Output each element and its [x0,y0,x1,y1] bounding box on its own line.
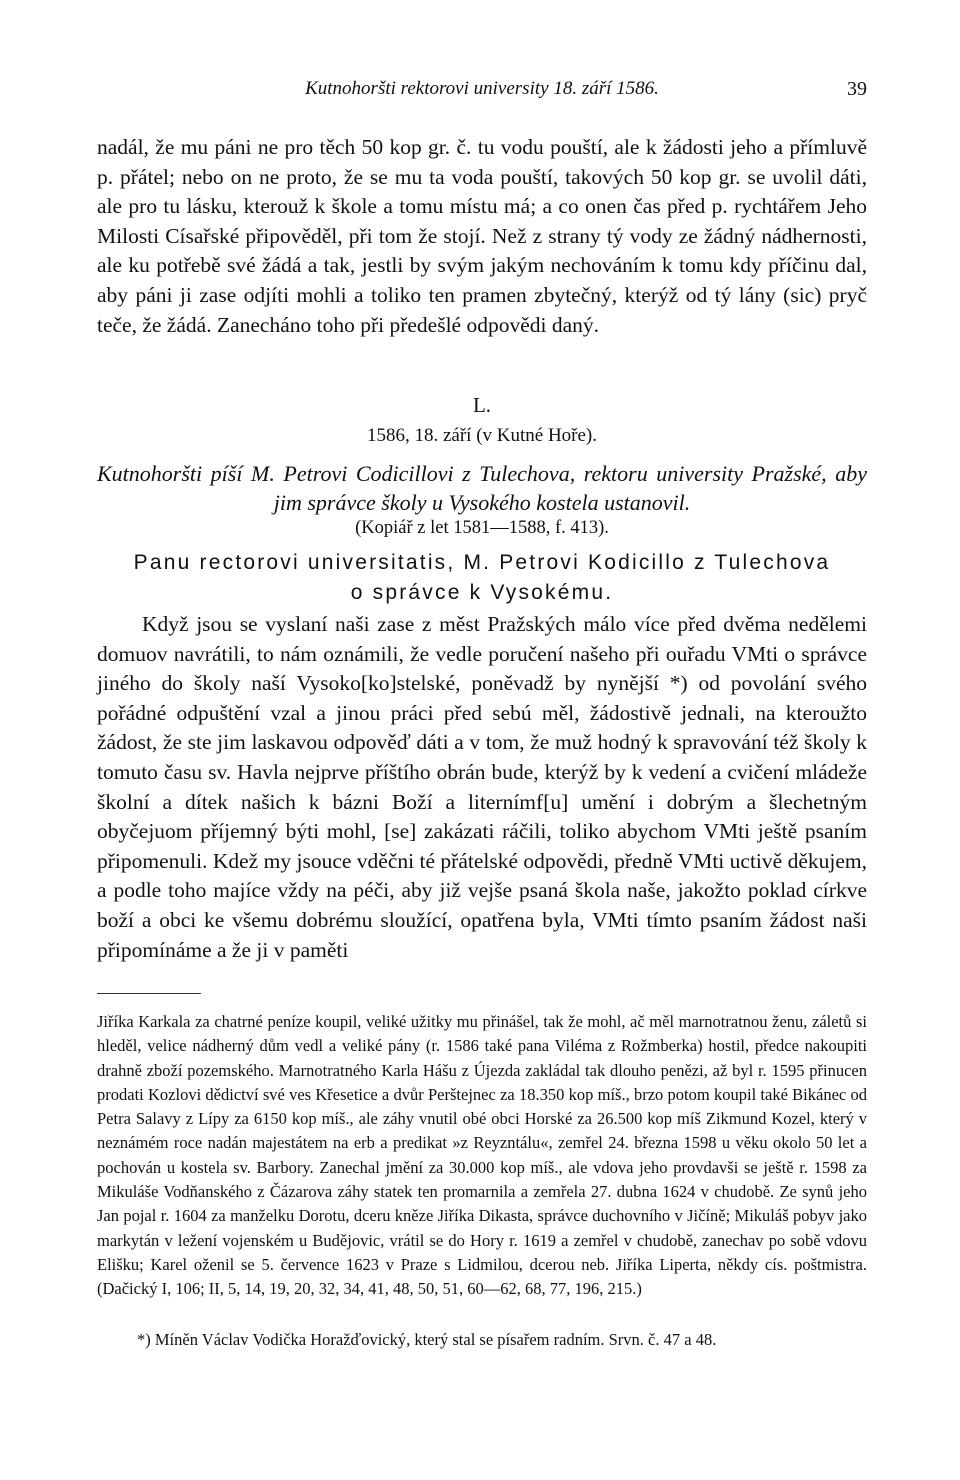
paragraph-text: nadál, že mu páni ne pro těch 50 kop gr. č. tu vodu pouští, ale k žádosti jeho a přímluvě p. přátel; nebo on ne proto, že se mu ta voda pouští, takových 50 kop gr. se uvolil dáti, ale pro tu lásku, kterouž k škole a tomu místu má; a co onen čas před p. rychtářem Jeho Milosti Císařské připověděl, při tom že stojí. Než z strany tý vody ze žádný nádhernosti, ale ku potřebě své žádá a tak, jestli by svým jakým nechováním k tomu kdy příčinu dal, aby páni ji zase odjíti mohli a toliko ten pramen zbytečný, kterýž od tý lány (sic) pryč teče, že žádá. Zanecháno toho při předešlé odpovědi daný. [97,135,867,337]
running-title: Kutnohoršti rektorovi university 18. září 1586. [305,78,659,99]
running-head [97,78,867,108]
continued-paragraph [97,133,867,340]
footnote-text: Jiříka Karkala za chatrné peníze koupil, veliké užitky mu přinášel, tak že mohl, ač měl marnotratnou ženu, záletů si hleděl, velice nádherný dům vedl a veliké pány (r. 1586 také pana Viléma z Rožmberka) hostil, předce nakoupiti drahně zboží pozemského. Marnotratného Karla Hášu z Újezda zakládal tak dlouho penězi, až byl r. 1595 přinucen prodati Kozlovi dědictví své ves Křesetice a dvůr Perštejnec za 18.350 kop míš., brzo potom koupil také Bikánec od Petra Salavy z Lípy za 6150 kop míš., ale záhy vnutil obé obci Horské za 26.500 kop míš Zikmund Kozel, který v neznámém roce nadán majestátem na erb a predikat »z Reyzntálu«, zemřel 24. března 1598 u věku okolo 50 let a pochován u kostela sv. Barbory. Zanechal jmění za 30.000 kop míš., ale vdova jeho provdavši se ještě r. 1598 za Mikuláše Vodňanského z Čázarova záhy statek ten promarnila a zemřela 27. dubna 1624 v chudobě. Ze synů jeho Jan pojal r. 1604 za manželku Dorotu, dceru kněze Jiříka Dikasta, správce duchovního v Jičíně; Mikuláš pobyv jako markytán v ležení vojenském u Budějovic, vrátil se do Hory r. 1619 a zemřel v chudobě, zanechav po sobě vdovu Elišku; Karel oženil se 5. července 1623 v Praze s Lidmilou, dcerou neb. Jiříka Liperta, někdy cís. poštmistra. (Dačický I, 106; II, 5, 14, 19, 20, 32, 34, 41, 48, 50, 51, 60—62, 68, 77, 196, 215.) [97,1012,867,1299]
footnote-star: *) Míněn Václav Vodička Horažďovický, který stal se písařem radním. Srvn. č. 47 a 48. [137,1330,717,1349]
document-number: L. [472,393,492,417]
paragraph-text: Když jsou se vyslaní naši zase z měst Pražských málo více před dvěma nedělemi domuov navrátili, to nám oznámili, že vedle poručení našeho při ouřadu VMti o správce jiného do školy naší Vysoko[ko]stelské, poněvadž by nynější *) od povolání svého pořádné odpuštění vzal a jinou práci před sebú měl, žádostivě jednali, na kteroužto žádost, že ste jim laskavou odpověď dáti a v tom, že muž hodný k spravování též školy k tomuto času sv. Havla nejprve příštího obrán bude, kterýž by k vedení a cvičení mládeže školní a dítek našich k bázni Boží a liternímf[u] umění i dobrým a šlechetným obyčejuom příjemný býti mohl, [se] zakázati ráčili, toliko abychom VMti ještě psaním připomenuli. Kdež my jsouce vděčni té přátelské odpovědi, předně VMti uctivě děkujem, a podle toho majíce vždy na péči, aby již vejše psaná škola naše, jakožto poklad církve boží a obci ke všemu dobrému sloužící, opatřena byla, VMti tímto psaním žádost naši připomínáme a že ji v paměti [97,612,867,962]
letter-body [97,610,867,965]
document-summary: Kutnohoršti píší M. Petrovi Codicillovi z Tulechova, rektoru university Pražské, aby jim správce školy u Vysokého kostela ustanovil. [97,461,867,515]
address-line-1: Panu rectorovi universitatis, M. Petrovi Kodicillo z Tulechova [133,551,831,574]
page-number: 39 [847,78,867,100]
footnote-divider [97,993,201,994]
letter-address [97,548,867,608]
document-source: (Kopiář z let 1581—1588, f. 413). [355,518,609,538]
footnote-continuation [97,1010,867,1302]
document-date: 1586, 18. září (v Kutné Hoře). [366,425,598,446]
address-line-2: o správce k Vysokému. [350,581,614,604]
